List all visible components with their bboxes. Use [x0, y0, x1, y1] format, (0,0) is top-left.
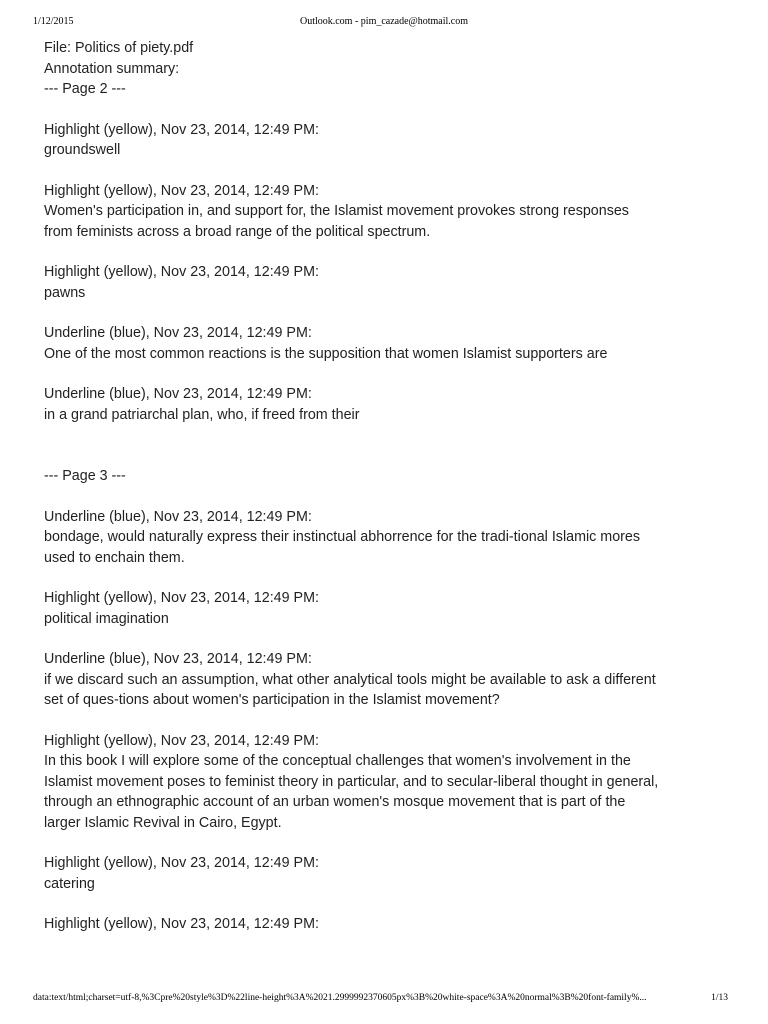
annotation-summary-heading: Annotation summary:: [44, 60, 180, 77]
annotation-text: used to enchain them.: [44, 549, 185, 566]
annotation-text: One of the most common reactions is the supposition that women Islamist supporters are: [44, 345, 608, 362]
annotation-item: [44, 262, 734, 303]
print-header: [33, 16, 735, 30]
annotation-text: catering: [44, 875, 95, 892]
annotation-item: [44, 120, 734, 161]
page-separator-2: --- Page 2 ---: [44, 81, 126, 97]
page-separator-3: --- Page 3 ---: [44, 468, 126, 484]
annotation-item: [44, 588, 734, 629]
print-footer: [33, 993, 728, 1007]
annotation-item: [44, 649, 734, 711]
annotation-item: [44, 181, 734, 243]
annotation-text: In this book I will explore some of the conceptual challenges that women's involvement in the: [44, 753, 631, 769]
annotation-document: [44, 38, 734, 935]
annotation-item: [44, 731, 734, 834]
print-url: data:text/html;charset=utf-8,%3Cpre%20style%3D%22line-height%3A%2021.2999992370605px%3B%20white-space%3A%20normal%3B%20font-family%...: [33, 993, 647, 1003]
annotation-header: Highlight (yellow), Nov 23, 2014, 12:49 PM:: [44, 732, 319, 749]
annotation-text: bondage, would naturally express their instinctual abhorrence for the tradi-tional Islamic mores: [44, 529, 641, 545]
annotation-header: Highlight (yellow), Nov 23, 2014, 12:49 PM:: [44, 264, 319, 280]
annotation-header: Highlight (yellow), Nov 23, 2014, 12:49 PM:: [44, 121, 319, 138]
print-date: 1/12/2015: [33, 16, 74, 27]
annotation-header: Underline (blue), Nov 23, 2014, 12:49 PM:: [44, 386, 312, 402]
annotation-item: [44, 914, 734, 935]
annotation-text: in a grand patriarchal plan, who, if freed from their: [44, 406, 360, 423]
annotation-text: from feminists across a broad range of the political spectrum.: [44, 223, 431, 240]
annotation-text: through an ethnographic account of an urban women's mosque movement that is part of the: [44, 794, 626, 810]
annotation-header: Highlight (yellow), Nov 23, 2014, 12:49 PM:: [44, 855, 319, 871]
annotation-text: if we discard such an assumption, what other analytical tools might be available to ask a different: [44, 671, 656, 688]
print-page-number: 1/13: [711, 993, 728, 1003]
annotation-header: Highlight (yellow), Nov 23, 2014, 12:49 PM:: [44, 182, 319, 199]
annotation-text: set of ques-tions about women's participation in the Islamist movement?: [44, 692, 500, 708]
annotation-text: groundswell: [44, 142, 121, 158]
annotation-text: pawns: [44, 284, 86, 301]
annotation-text: political imagination: [44, 610, 169, 627]
annotation-item: [44, 323, 734, 364]
annotation-item: [44, 507, 734, 569]
annotation-text: Women's participation in, and support for, the Islamist movement provokes strong responses: [44, 203, 629, 219]
annotation-item: [44, 853, 734, 894]
annotation-header: Highlight (yellow), Nov 23, 2014, 12:49 PM:: [44, 590, 319, 606]
file-name-line: File: Politics of piety.pdf: [44, 40, 194, 56]
annotation-header: Highlight (yellow), Nov 23, 2014, 12:49 PM:: [44, 916, 319, 932]
annotation-item: [44, 384, 734, 425]
annotation-header: Underline (blue), Nov 23, 2014, 12:49 PM:: [44, 508, 312, 525]
annotation-text: larger Islamic Revival in Cairo, Egypt.: [44, 814, 282, 831]
annotation-header: Underline (blue), Nov 23, 2014, 12:49 PM:: [44, 651, 312, 667]
print-page-title: Outlook.com - pim_cazade@hotmail.com: [299, 16, 469, 27]
annotation-text: Islamist movement poses to feminist theory in particular, and to secular-liberal thought in general,: [44, 773, 659, 790]
annotation-header: Underline (blue), Nov 23, 2014, 12:49 PM:: [44, 325, 312, 341]
